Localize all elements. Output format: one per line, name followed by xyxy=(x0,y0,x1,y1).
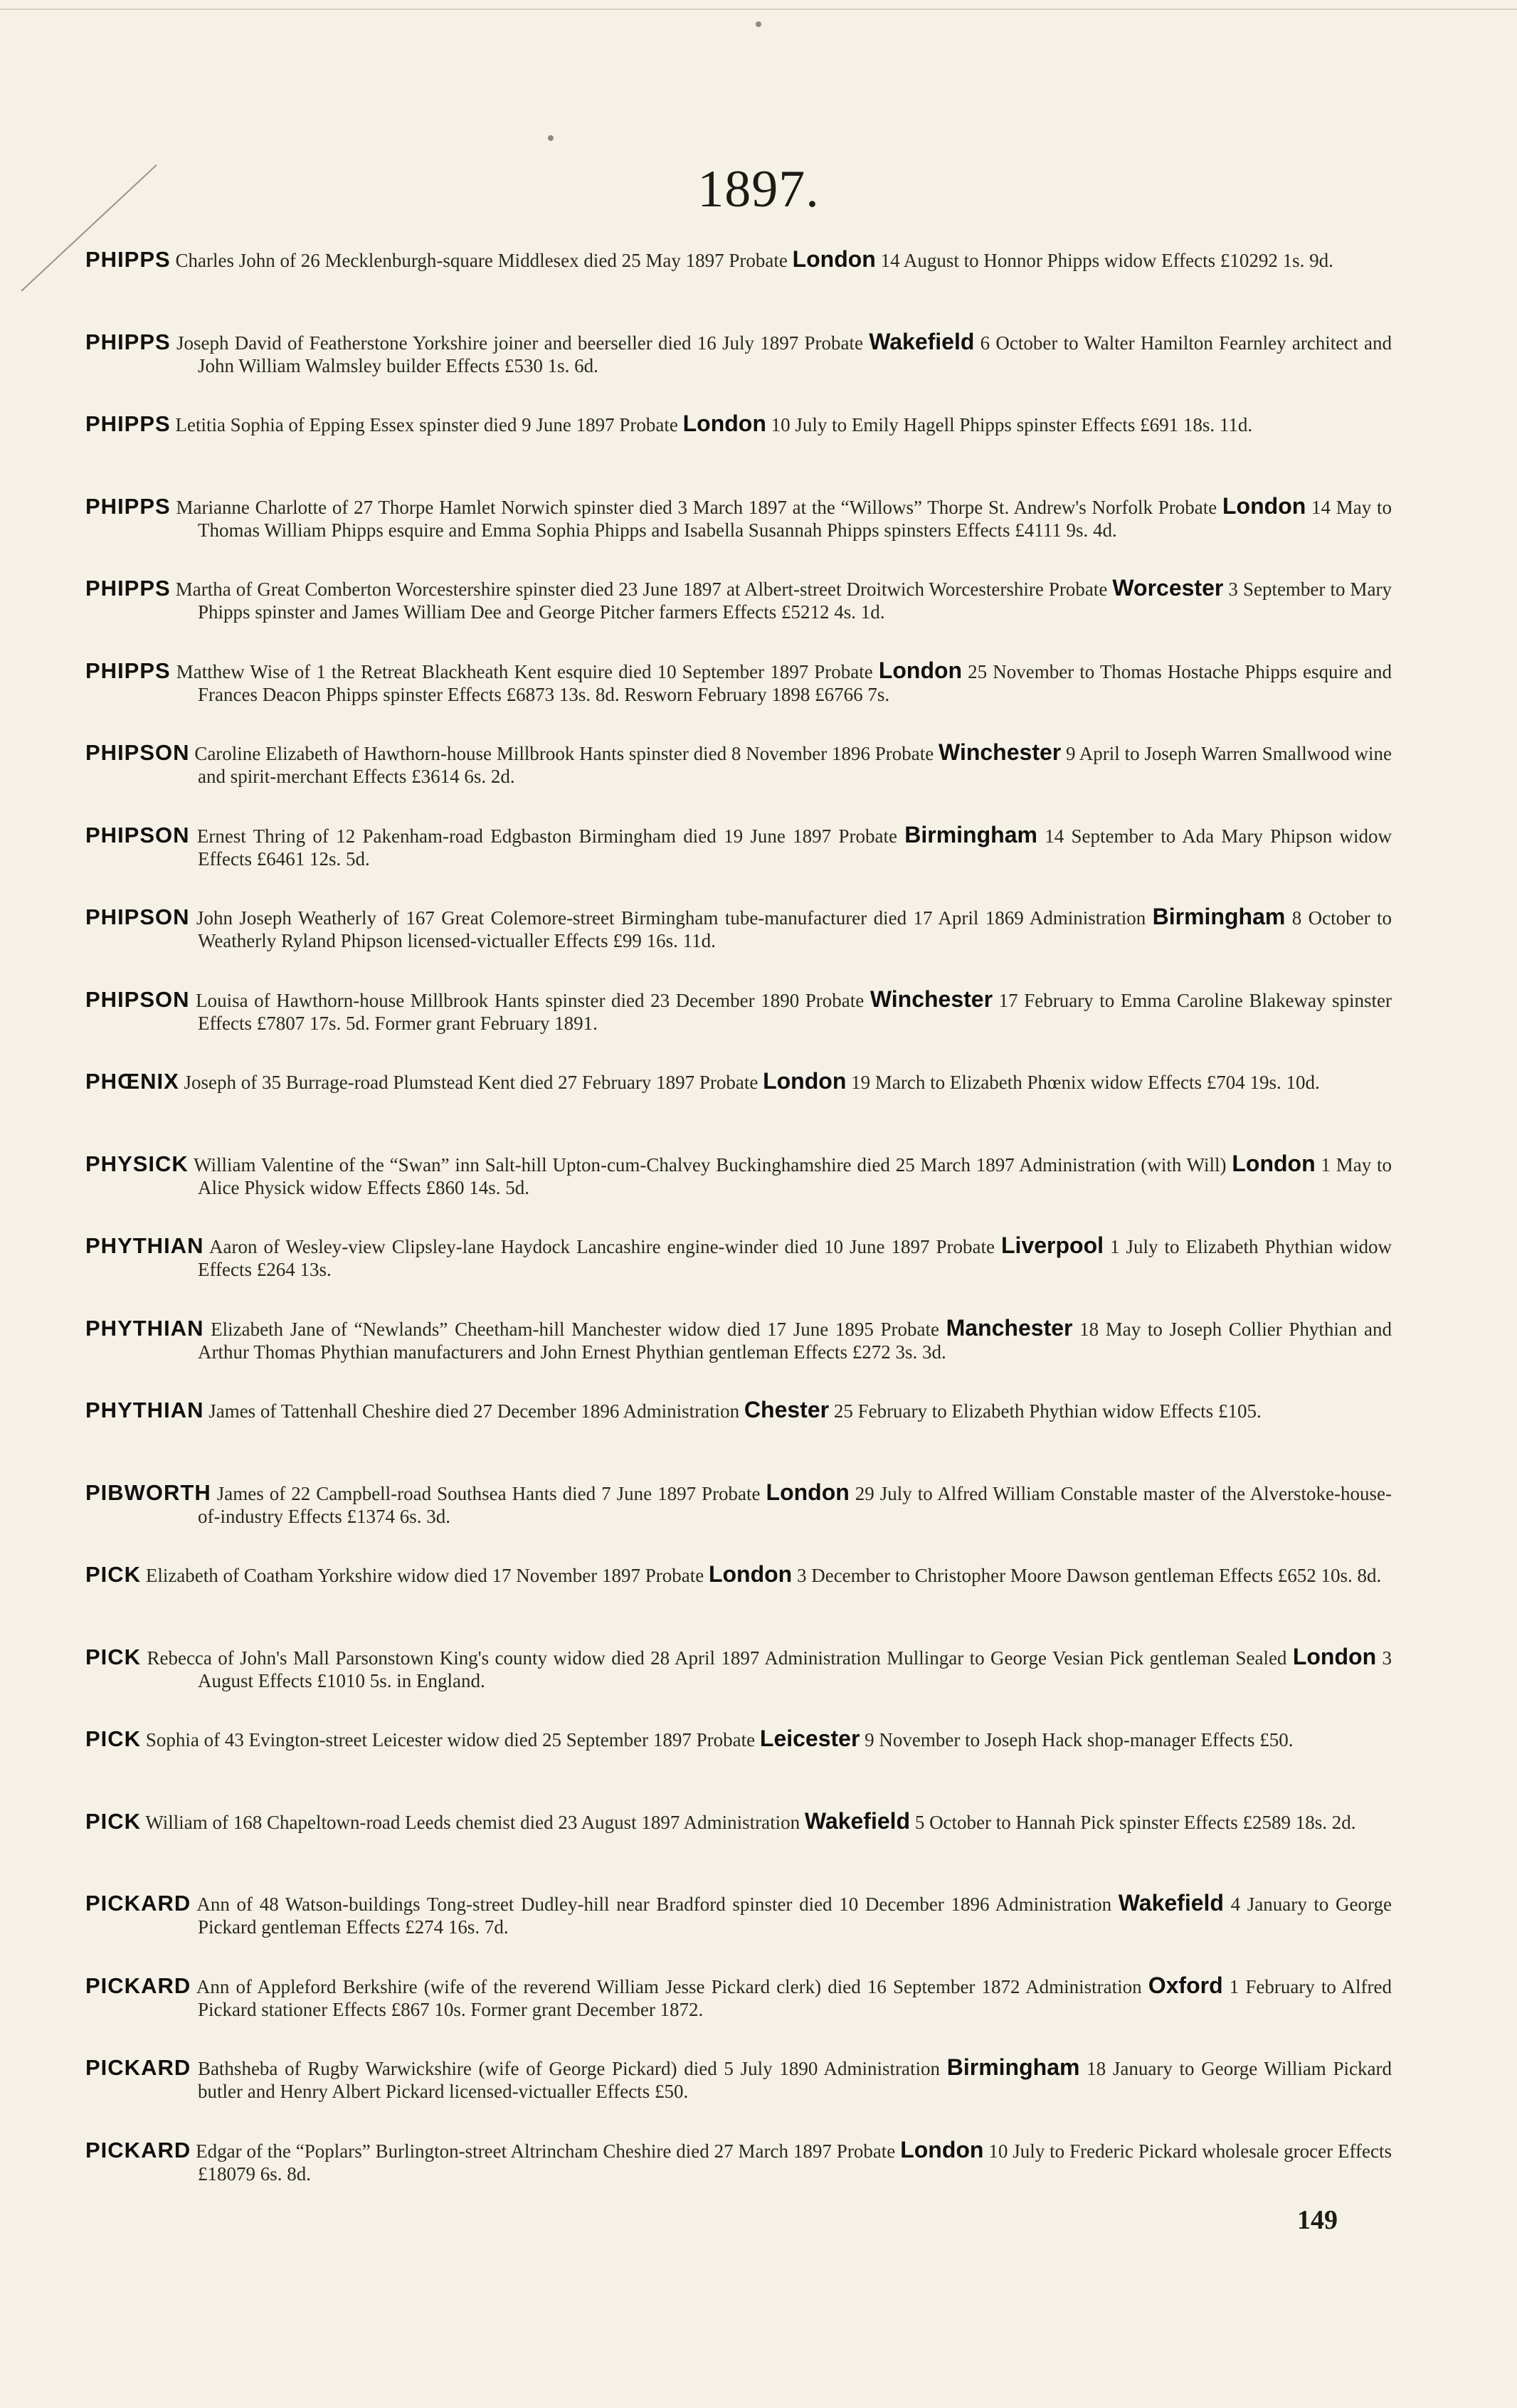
entry-surname: PICK xyxy=(85,1726,142,1751)
entry-registry: Wakefield xyxy=(804,1807,911,1834)
entry-details: Matthew Wise of 1 the Retreat Blackheath Kent esquire died 10 September 1897 Probate xyxy=(170,660,879,682)
entry-surname: PHYTHIAN xyxy=(85,1398,204,1422)
entry-grant-details: 29 July to Alfred William Constable master of the Alverstoke-house-of-industry Effects £1374 6s. 3d. xyxy=(198,1482,1392,1527)
entry-surname: PHIPSON xyxy=(85,822,190,847)
entry-registry: London xyxy=(900,2136,984,2163)
entry-grant-details: 5 October to Hannah Pick spinster Effects £2589 18s. 2d. xyxy=(910,1811,1356,1833)
list-item xyxy=(85,741,1392,823)
list-item xyxy=(85,659,1392,741)
entry-surname: PHŒNIX xyxy=(85,1069,179,1094)
entry-registry: Chester xyxy=(744,1397,830,1422)
list-item xyxy=(85,330,1392,413)
list-item xyxy=(85,576,1392,659)
entry-details: William of 168 Chapeltown-road Leeds chemist died 23 August 1897 Administration xyxy=(141,1811,805,1833)
entry-registry: London xyxy=(1222,492,1306,519)
list-item xyxy=(85,492,1392,577)
entry-grant-details: 3 August Effects £1010 5s. in England. xyxy=(198,1647,1392,1691)
entry-grant-details: 25 November to Thomas Hostache Phipps esquire and Frances Deacon Phipps spinster Effects £6873 13s. 8d. Resworn February 1898 £6766 7s. xyxy=(198,660,1392,705)
entry-grant-details: 6 October to Walter Hamilton Fearnley architect and John William Walmsley builder Effects £530 1s. 6d. xyxy=(198,332,1392,376)
entry-grant-details: 19 March to Elizabeth Phœnix widow Effects £704 19s. 10d. xyxy=(846,1072,1320,1093)
entry-grant-details: 4 January to George Pickard gentleman Effects £274 16s. 7d. xyxy=(198,1894,1392,1938)
entry-text xyxy=(85,905,1392,952)
year-heading: 1897. xyxy=(697,160,820,218)
entry-details: Elizabeth of Coatham Yorkshire widow died 17 November 1897 Probate xyxy=(141,1565,709,1586)
entry-grant-details: 1 May to Alice Physick widow Effects £860 14s. 5d. xyxy=(198,1153,1392,1198)
entry-grant-details: 14 May to Thomas William Phipps esquire and Emma Sophia Phipps and Isabella Susannah Phipps spinsters Effects £4111 9s. 4d. xyxy=(198,496,1392,541)
entry-surname: PHIPSON xyxy=(85,740,190,765)
entry-surname: PHYTHIAN xyxy=(85,1233,204,1258)
entry-details: Rebecca of John's Mall Parsonstown King's county widow died 28 April 1897 Administration Mullingar to George Vesian Pick gentleman Sealed xyxy=(141,1647,1293,1669)
entry-details: Ann of 48 Watson-buildings Tong-street Dudley-hill near Bradford spinster died 10 December 1896 Administration xyxy=(191,1894,1119,1915)
list-item xyxy=(85,1152,1392,1235)
entry-registry: London xyxy=(682,411,766,436)
entry-details: Sophia of 43 Evington-street Leicester widow died 25 September 1897 Probate xyxy=(141,1729,760,1750)
entry-text xyxy=(85,1645,1392,1692)
entry-details: Ann of Appleford Berkshire (wife of the reverend William Jesse Pickard clerk) died 16 September 1872 Administration xyxy=(191,1975,1148,1997)
entry-details: Marianne Charlotte of 27 Thorpe Hamlet Norwich spinster died 3 March 1897 at the “Willows” Thorpe St. Andrew's Norfolk Probate xyxy=(170,496,1222,518)
entry-surname: PHYTHIAN xyxy=(85,1315,204,1341)
entry-registry: Liverpool xyxy=(1001,1232,1104,1258)
entry-grant-details: 18 May to Joseph Collier Phythian and Arthur Thomas Phythian manufacturers and John Ernest Phythian gentleman Effects £272 3s. 3d. xyxy=(198,1318,1392,1363)
list-item xyxy=(85,2138,1392,2221)
entry-grant-details: 18 January to George William Pickard butler and Henry Albert Pickard licensed-victualler Effects £50. xyxy=(198,2058,1392,2102)
entry-registry: Wakefield xyxy=(1118,1890,1224,1916)
entry-grant-details: 1 February to Alfred Pickard stationer Effects £867 10s. Former grant December 1872. xyxy=(198,1975,1392,2020)
entry-details: Ernest Thring of 12 Pakenham-road Edgbaston Birmingham died 19 June 1897 Probate xyxy=(189,825,905,847)
entry-text xyxy=(85,330,1392,377)
entry-registry: Leicester xyxy=(759,1726,860,1751)
entry-text xyxy=(85,576,1392,623)
entry-registry: Birmingham xyxy=(904,821,1037,847)
list-item xyxy=(85,1891,1392,1974)
entries-list xyxy=(85,248,1392,2220)
entry-details: Joseph of 35 Burrage-road Plumstead Kent died 27 February 1897 Probate xyxy=(179,1072,763,1093)
entry-details: Elizabeth Jane of “Newlands” Cheetham-hill Manchester widow died 17 June 1895 Probate xyxy=(204,1318,946,1340)
entry-text xyxy=(85,1807,1392,1834)
entry-details: Bathsheba of Rugby Warwickshire (wife of George Pickard) died 5 July 1890 Administration xyxy=(191,2058,947,2079)
entry-text xyxy=(85,2056,1392,2103)
entry-surname: PHYSICK xyxy=(85,1151,189,1176)
entry-registry: London xyxy=(1232,1150,1316,1176)
entry-text xyxy=(85,741,1392,788)
entry-surname: PHIPPS xyxy=(85,658,171,683)
list-item xyxy=(85,248,1392,330)
entry-registry: Winchester xyxy=(939,739,1062,765)
entry-text xyxy=(85,1398,1392,1422)
entry-details: James of 22 Campbell-road Southsea Hants died 7 June 1897 Probate xyxy=(211,1482,766,1504)
entry-grant-details: 3 December to Christopher Moore Dawson gentleman Effects £652 10s. 8d. xyxy=(792,1565,1382,1586)
entry-surname: PHIPPS xyxy=(85,247,171,272)
list-item xyxy=(85,823,1392,906)
entry-text xyxy=(85,1070,1392,1094)
entry-grant-details: 14 August to Honnor Phipps widow Effects £10292 1s. 9d. xyxy=(875,250,1333,271)
entry-registry: London xyxy=(1292,1643,1377,1669)
entry-registry: London xyxy=(766,1479,850,1505)
entry-text xyxy=(85,1481,1392,1528)
entry-surname: PIBWORTH xyxy=(85,1479,211,1505)
entry-text xyxy=(85,1152,1392,1199)
list-item xyxy=(85,412,1392,495)
entry-text xyxy=(85,1234,1392,1281)
entry-grant-details: 25 February to Elizabeth Phythian widow Effects £105. xyxy=(829,1400,1262,1422)
entry-grant-details: 8 October to Weatherly Ryland Phipson licensed-victualler Effects £99 16s. 11d. xyxy=(198,907,1392,951)
list-item xyxy=(85,1807,1392,1892)
entry-details: Aaron of Wesley-view Clipsley-lane Haydock Lancashire engine-winder died 10 June 1897 Probate xyxy=(204,1236,1001,1257)
entry-registry: London xyxy=(878,657,963,683)
entry-registry: Wakefield xyxy=(869,328,975,354)
entry-registry: London xyxy=(763,1068,847,1094)
entry-surname: PHIPPS xyxy=(85,493,171,519)
list-item xyxy=(85,1398,1392,1481)
entry-text xyxy=(85,412,1392,436)
entry-surname: PICKARD xyxy=(85,2137,191,2163)
entry-surname: PICK xyxy=(85,1562,142,1587)
entry-text xyxy=(85,659,1392,706)
entry-details: Caroline Elizabeth of Hawthorn-house Millbrook Hants spinster died 8 November 1896 Probate xyxy=(189,743,939,764)
entry-text xyxy=(85,1316,1392,1363)
entry-surname: PHIPPS xyxy=(85,329,171,354)
entry-registry: Oxford xyxy=(1148,1972,1223,1998)
entry-text xyxy=(85,2138,1392,2185)
entry-text xyxy=(85,1727,1392,1751)
list-item xyxy=(85,988,1392,1070)
entry-grant-details: 9 April to Joseph Warren Smallwood wine and spirit-merchant Effects £3614 6s. 2d. xyxy=(198,743,1392,787)
entry-registry: Worcester xyxy=(1112,575,1224,601)
entry-surname: PICKARD xyxy=(85,1973,191,1998)
entry-details: John Joseph Weatherly of 167 Great Colemore-street Birmingham tube-manufacturer died 17 April 1869 Administration xyxy=(189,907,1153,929)
list-item xyxy=(85,905,1392,988)
list-item xyxy=(85,1727,1392,1810)
entry-details: William Valentine of the “Swan” inn Salt-hill Upton-cum-Chalvey Buckinghamshire died 25 March 1897 Administration (with Will) xyxy=(188,1153,1232,1176)
entry-details: Joseph David of Featherstone Yorkshire joiner and beerseller died 16 July 1897 Probate xyxy=(170,332,870,354)
entry-surname: PICKARD xyxy=(85,2055,191,2080)
entry-text xyxy=(85,248,1392,272)
entry-surname: PHIPSON xyxy=(85,904,190,929)
list-item xyxy=(85,1234,1392,1316)
entry-details: Martha of Great Comberton Worcestershire spinster died 23 June 1897 at Albert-street Droitwich Worcestershire Probate xyxy=(170,579,1113,600)
list-item xyxy=(85,1563,1392,1645)
entry-grant-details: 14 September to Ada Mary Phipson widow Effects £6461 12s. 5d. xyxy=(198,825,1392,870)
entry-text xyxy=(85,492,1392,542)
entry-text xyxy=(85,1891,1392,1938)
entry-details: James of Tattenhall Cheshire died 27 December 1896 Administration xyxy=(204,1400,744,1422)
entry-grant-details: 10 July to Frederic Pickard wholesale grocer Effects £18079 6s. 8d. xyxy=(198,2140,1392,2185)
entry-surname: PHIPPS xyxy=(85,576,171,601)
entry-registry: Birmingham xyxy=(946,2054,1080,2080)
entry-surname: PHIPSON xyxy=(85,986,190,1012)
entry-surname: PICKARD xyxy=(85,1891,191,1916)
page-edge-line xyxy=(0,9,1517,10)
list-item xyxy=(85,1974,1392,2056)
list-item xyxy=(85,1481,1392,1563)
ink-dot xyxy=(548,135,554,141)
entry-surname: PICK xyxy=(85,1808,142,1834)
entry-details: Charles John of 26 Mecklenburgh-square Middlesex died 25 May 1897 Probate xyxy=(170,250,793,271)
entry-details: Edgar of the “Poplars” Burlington-street Altrincham Cheshire died 27 March 1897 Probate xyxy=(191,2140,901,2162)
ink-dot xyxy=(756,21,761,27)
entry-registry: Birmingham xyxy=(1152,904,1286,929)
list-item xyxy=(85,2056,1392,2138)
entry-registry: Winchester xyxy=(870,986,993,1012)
entry-registry: Manchester xyxy=(946,1314,1073,1341)
entry-registry: London xyxy=(708,1561,793,1587)
entry-grant-details: 9 November to Joseph Hack shop-manager Effects £50. xyxy=(860,1729,1294,1750)
entry-surname: PICK xyxy=(85,1644,142,1669)
entry-grant-details: 1 July to Elizabeth Phythian widow Effects £264 13s. xyxy=(198,1236,1392,1280)
entry-text xyxy=(85,1974,1392,2021)
entry-grant-details: 10 July to Emily Hagell Phipps spinster Effects £691 18s. 11d. xyxy=(766,414,1253,435)
entry-details: Letitia Sophia of Epping Essex spinster died 9 June 1897 Probate xyxy=(170,414,683,435)
entry-grant-details: 3 September to Mary Phipps spinster and James William Dee and George Pitcher farmers Effects £5212 4s. 1d. xyxy=(198,579,1392,623)
entry-text xyxy=(85,988,1392,1035)
list-item xyxy=(85,1070,1392,1152)
entry-registry: London xyxy=(792,246,876,272)
entry-surname: PHIPPS xyxy=(85,411,171,436)
entry-details: Louisa of Hawthorn-house Millbrook Hants spinster died 23 December 1890 Probate xyxy=(189,989,870,1011)
list-item xyxy=(85,1316,1392,1399)
list-item xyxy=(85,1645,1392,1728)
page-number: 149 xyxy=(1297,2205,1338,2235)
entry-grant-details: 17 February to Emma Caroline Blakeway spinster Effects £7807 17s. 5d. Former grant February 1891. xyxy=(198,989,1392,1034)
entry-text xyxy=(85,1563,1392,1587)
entry-text xyxy=(85,823,1392,870)
